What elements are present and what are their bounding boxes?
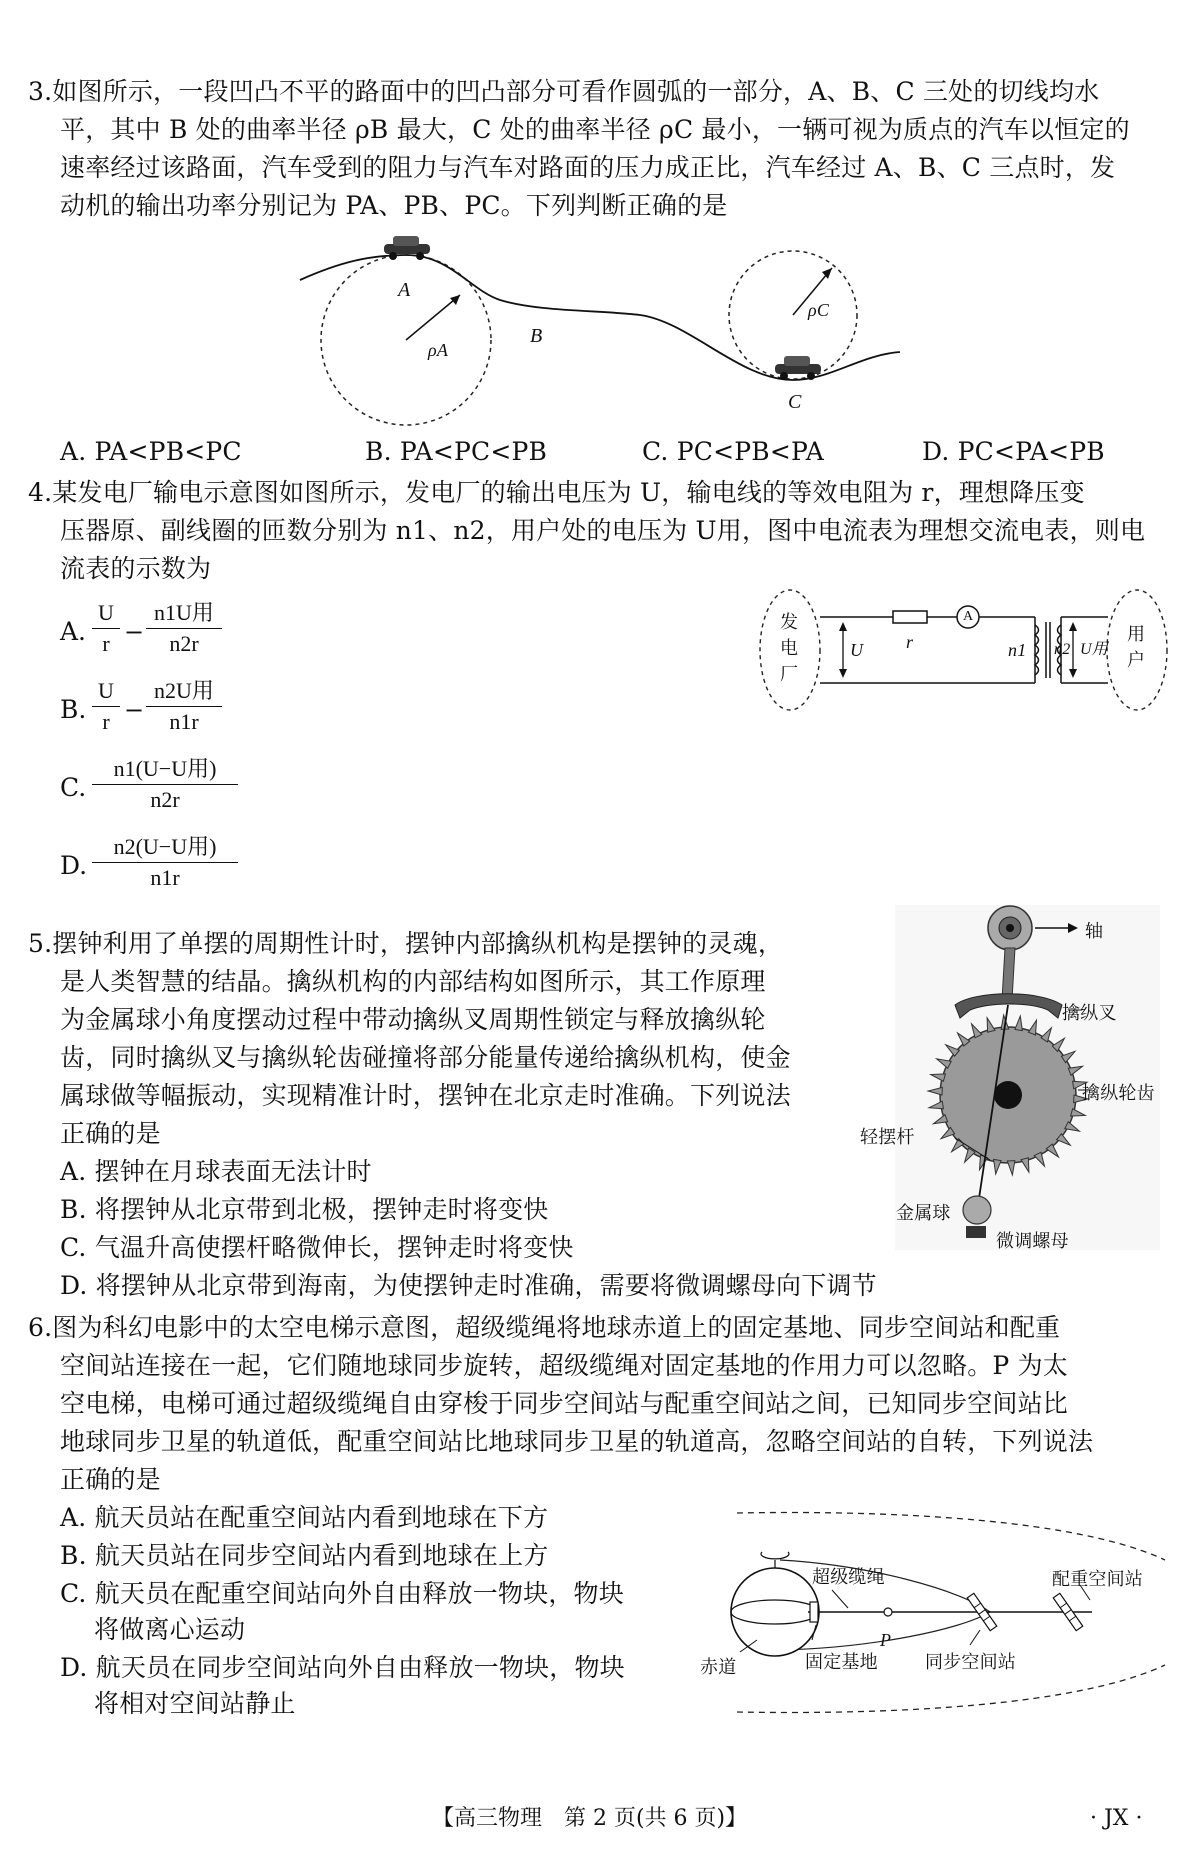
label-wheel: 擒纵轮齿	[1082, 1083, 1155, 1104]
q4-option-a-minus: −	[124, 618, 145, 646]
orbit-top	[737, 1513, 1165, 1560]
q4-line-2: 压器原、副线圈的匝数分别为 n1、n2，用户处的电压为 U用，图中电流表为理想交流电表，则电	[60, 516, 1146, 545]
q3-option-d: D. PC<PA<PB	[922, 437, 1105, 466]
q6-line-5: 正确的是	[60, 1465, 161, 1494]
q6-option-d: D. 航天员在同步空间站向外自由释放一物块，物块	[60, 1653, 625, 1682]
q3-option-b: B. PA<PC<PB	[365, 437, 548, 466]
exam-code: · JX ·	[1090, 1806, 1143, 1831]
base-icon	[810, 1602, 818, 1622]
label-fork: 擒纵叉	[1062, 1003, 1117, 1024]
label-axle: 轴	[1085, 921, 1104, 942]
label-rod: 轻摆杆	[860, 1127, 915, 1148]
label-n1: n1	[1008, 640, 1027, 660]
q5-line-2: 是人类智慧的结晶。擒纵机构的内部结构如图所示，其工作原理	[60, 967, 766, 996]
q4-option-a-frac1: $\frac{U}{r}$	[92, 598, 120, 659]
plant-char-2: 电	[780, 638, 799, 659]
q6-line-4: 地球同步卫星的轨道低，配重空间站比地球同步卫星的轨道高，忽略空间站的自转，下列说法	[60, 1427, 1094, 1456]
label-counter-station: 配重空间站	[1052, 1569, 1143, 1590]
q5-line-5: 属球做等幅振动，实现精准计时，摆钟在北京走时准确。下列说法	[60, 1081, 791, 1110]
q5-line-1: 5.摆钟利用了单摆的周期性计时，摆钟内部擒纵机构是摆钟的灵魂，	[28, 929, 784, 958]
q4-option-b-label: B.	[60, 695, 87, 724]
label-ball: 金属球	[896, 1203, 951, 1224]
label-cable: 超级缆绳	[812, 1567, 885, 1588]
page-footer: 【高三物理 第 2 页(共 6 页)】	[432, 1806, 748, 1831]
label-p: P	[880, 1630, 892, 1650]
q3-line-1: 3.如图所示，一段凹凸不平的路面中的凹凸部分可看作圆弧的一部分，A、B、C 三处的切线均水	[28, 77, 1100, 106]
q5-option-c: C. 气温升高使摆杆略微伸长，摆钟走时将变快	[60, 1233, 574, 1262]
q6-line-3: 空电梯，电梯可通过超级缆绳自由穿梭于同步空间站与配重空间站之间，已知同步空间站比	[60, 1389, 1069, 1418]
q4-option-c-frac: n1(U−U用) n2r	[92, 754, 238, 815]
rotation-arrow-icon	[761, 1552, 789, 1559]
plant-char-3: 厂	[780, 664, 799, 685]
q6-option-b: B. 航天员站在同步空间站内看到地球在上方	[60, 1541, 549, 1570]
q4-option-c-label: C.	[60, 773, 87, 802]
q6-option-d-cont: 将相对空间站静止	[94, 1689, 296, 1718]
q5-line-6: 正确的是	[60, 1119, 161, 1148]
label-r: r	[906, 632, 914, 652]
label-u: U	[850, 640, 864, 660]
label-b: B	[530, 325, 543, 347]
q3-line-2: 平，其中 B 处的曲率半径 ρB 最大，C 处的曲率半径 ρC 最小，一辆可视为质点的汽车以恒定的	[60, 115, 1130, 144]
user-char-2: 户	[1127, 650, 1146, 671]
label-ammeter: A	[963, 609, 974, 624]
q6-option-a: A. 航天员站在配重空间站内看到地球在下方	[60, 1503, 549, 1532]
q4-option-b-frac2: n2U用 n1r	[146, 676, 222, 737]
label-rho-c: ρC	[808, 300, 830, 320]
label-nut: 微调螺母	[996, 1231, 1069, 1252]
label-base: 固定基地	[805, 1652, 878, 1673]
q4-line-3: 流表的示数为	[60, 554, 212, 583]
q5-line-3: 为金属球小角度摆动过程中带动擒纵叉周期性锁定与释放擒纵轮	[60, 1005, 766, 1034]
label-rho-a: ρA	[428, 340, 449, 360]
label-n2: n2	[1054, 641, 1071, 658]
q4-option-a-frac2: n1U用 n2r	[146, 598, 222, 659]
q6-option-c: C. 航天员在配重空间站向外自由释放一物块，物块	[60, 1579, 624, 1608]
q6-line-2: 空间站连接在一起，它们随地球同步旋转，超级缆绳对固定基地的作用力可以忽略。P 为太	[60, 1351, 1068, 1380]
q6-option-c-cont: 将做离心运动	[94, 1615, 246, 1644]
q5-line-4: 齿，同时擒纵叉与擒纵轮齿碰撞将部分能量传递给擒纵机构，使金	[60, 1043, 791, 1072]
q5-option-b: B. 将摆钟从北京带到北极，摆钟走时将变快	[60, 1195, 549, 1224]
label-equator: 赤道	[700, 1657, 737, 1678]
label-sync-station: 同步空间站	[925, 1652, 1016, 1673]
label-c: C	[788, 391, 802, 413]
q4-option-d-frac: n2(U−U用) n1r	[92, 832, 238, 893]
q3-line-3: 速率经过该路面，汽车受到的阻力与汽车对路面的压力成正比，汽车经过 A、B、C 三点时，发	[60, 153, 1116, 182]
label-a: A	[398, 279, 411, 301]
elevator-p-icon	[884, 1608, 892, 1616]
q3-option-a: A. PA<PB<PC	[60, 437, 242, 466]
q3-line-4: 动机的输出功率分别记为 PA、PB、PC。下列判断正确的是	[60, 191, 728, 220]
q5-option-a: A. 摆钟在月球表面无法计时	[60, 1157, 372, 1186]
plant-char-1: 发	[780, 612, 799, 633]
q5-option-d: D. 将摆钟从北京带到海南，为使摆钟走时准确，需要将微调螺母向下调节	[60, 1271, 877, 1300]
q4-line-1: 4.某发电厂输电示意图如图所示，发电厂的输出电压为 U，输电线的等效电阻为 r，理想降压变	[28, 478, 1085, 507]
label-u-user: U用	[1080, 641, 1108, 658]
q4-option-a-label: A.	[60, 617, 87, 646]
q4-option-b-minus: −	[124, 696, 145, 724]
user-char-1: 用	[1127, 624, 1146, 645]
q3-option-c: C. PC<PB<PA	[642, 437, 824, 466]
q4-option-d-label: D.	[60, 851, 88, 880]
q4-option-b-frac1: $\frac{U}{r}$	[92, 676, 120, 737]
q6-line-1: 6.图为科幻电影中的太空电梯示意图，超级缆绳将地球赤道上的固定基地、同步空间站和配重	[28, 1313, 1061, 1342]
